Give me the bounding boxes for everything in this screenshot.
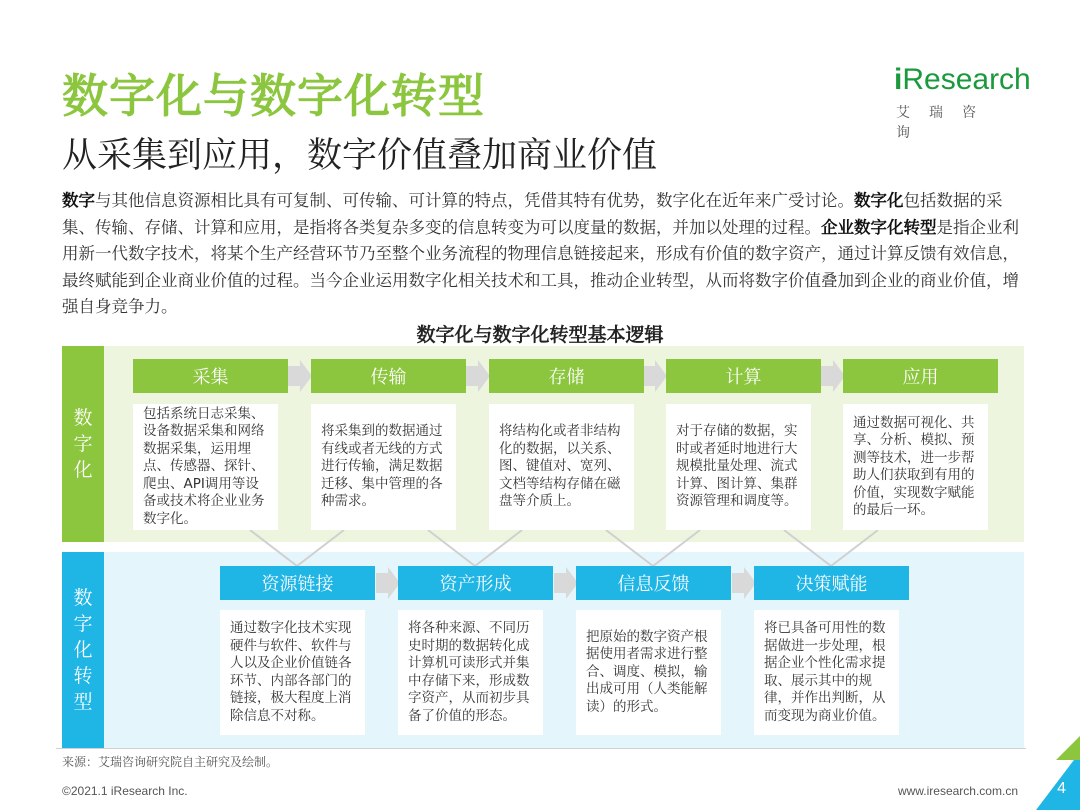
step-desc-text: 将已具备可用性的数据做进一步处理，根据企业个性化需求提取、展示其中的规律，并作出判断，从而变现为商业价值。 (764, 620, 886, 724)
page-title: 数字化与数字化转型 (62, 69, 485, 123)
step-desc-decision-enable (754, 610, 899, 735)
intro-term-digital: 数字 (62, 191, 95, 210)
page-subtitle: 从采集到应用，数字价值叠加商业价值 (62, 136, 658, 176)
side-char: 型 (73, 691, 93, 713)
step-header-info-feedback: 信息反馈 (576, 566, 731, 600)
step-header-compute: 计算 (666, 359, 821, 393)
arrow-right-icon (821, 360, 845, 392)
side-char: 字 (73, 613, 93, 635)
footer-divider (56, 748, 1026, 749)
logo-word: Research (902, 63, 1031, 96)
step-desc-text: 把原始的数字资产根据使用者需求进行整合、调度、模拟，输出成可用（人类能解读）的形式。 (586, 628, 708, 715)
logo-chinese: 艾瑞咨询 (896, 105, 995, 141)
step-desc-text: 将采集到的数据通过有线或者无线的方式进行传输，满足数据迁移、集中管理的各种需求。 (321, 423, 443, 510)
step-desc-collect (133, 404, 278, 530)
step-desc-compute (666, 404, 811, 530)
connector-line (428, 530, 522, 566)
intro-term-digitization: 数字化 (854, 191, 904, 210)
step-desc-transmit (311, 404, 456, 530)
step-desc-asset-form (398, 610, 543, 735)
step-desc-text: 通过数据可视化、共享、分析、模拟、预测等技术，进一步帮助人们获取到有用的价值，实现数字赋能的最后一环。 (853, 414, 975, 518)
side-char: 化 (73, 459, 93, 481)
source-note: 来源：艾瑞咨询研究院自主研究及绘制。 (62, 755, 279, 769)
step-desc-text: 将各种来源、不同历史时期的数据转化成计算机可读形式并集中存储下来，形成数字资产，从而初步具备了价值的形态。 (408, 620, 530, 724)
arrow-right-icon (643, 360, 667, 392)
step-desc-text: 对于存储的数据，实时或者延时地进行大规模批量处理、流式计算、图计算、集群资源管理和调度等。 (676, 423, 798, 510)
arrow-right-icon (376, 567, 400, 599)
step-desc-store (489, 404, 634, 530)
step-header-asset-form: 资产形成 (398, 566, 553, 600)
step-desc-apply (843, 404, 988, 530)
intro-text: 是指企业利用新一代数字技术，将某个生产经营环节乃至整个业务流程的物理信息链接起来，形成有价值的数字资产，通过计算反馈有效信息，最终赋能到企业商业价值的过程。当今企业运用数字化相关技术和工具，推动企业转型，从而将数字价值叠加到企业的商业价值，增强自身竞争力。 (62, 217, 1019, 316)
arrow-right-icon (732, 567, 756, 599)
step-desc-text: 通过数字化技术实现硬件与软件、软件与人以及企业价值链各环节、内部各部门的链接，极大程度上消除信息不对称。 (230, 620, 352, 724)
logo-initial: i (894, 63, 903, 96)
step-desc-text: 包括系统日志采集、设备数据采集和网络数据采集，运用埋点、传感器、探针、爬虫、API调用等设备或技术将企业业务数字化。 (143, 405, 265, 527)
diagram-title: 数字化与数字化转型基本逻辑 (416, 324, 664, 346)
step-desc-text: 将结构化或者非结构化的数据，以关系、图、键值对、宽列、文档等结构存储在磁盘等介质上。 (499, 423, 621, 510)
connector-line (784, 530, 878, 566)
connector-line (250, 530, 344, 566)
arrow-right-icon (288, 360, 312, 392)
step-header-decision-enable: 决策赋能 (754, 566, 909, 600)
step-desc-info-feedback (576, 610, 721, 735)
side-char: 数 (73, 587, 93, 609)
intro-term-transformation: 企业数字化转型 (821, 217, 937, 237)
side-char: 数 (73, 407, 93, 429)
intro-text: 包括数据的采集、传输、存储、计算和应用，是指将各类复杂多变的信息转变为可以度量的数据，并加以处理的过程。 (62, 191, 1003, 237)
intro-text: 与其他信息资源相比具有可复制、可传输、可计算的特点，凭借其特有优势，数字化在近年来广受讨论。 (95, 191, 854, 210)
step-desc-resource-link (220, 610, 365, 735)
step-header-resource-link: 资源链接 (220, 566, 375, 600)
step-header-store: 存储 (489, 359, 644, 393)
page-corner-accent (1056, 736, 1080, 760)
step-header-apply: 应用 (843, 359, 998, 393)
arrow-right-icon (554, 567, 578, 599)
side-char: 字 (73, 433, 93, 455)
page-number: 4 (1057, 780, 1066, 797)
side-char: 化 (73, 639, 93, 661)
connector-line (606, 530, 700, 566)
copyright: ©2021.1 iResearch Inc. (62, 784, 188, 798)
step-header-transmit: 传输 (311, 359, 466, 393)
step-header-collect: 采集 (133, 359, 288, 393)
side-char: 转 (73, 665, 93, 687)
website-link[interactable]: www.iresearch.com.cn (897, 784, 1018, 798)
arrow-right-icon (466, 360, 490, 392)
